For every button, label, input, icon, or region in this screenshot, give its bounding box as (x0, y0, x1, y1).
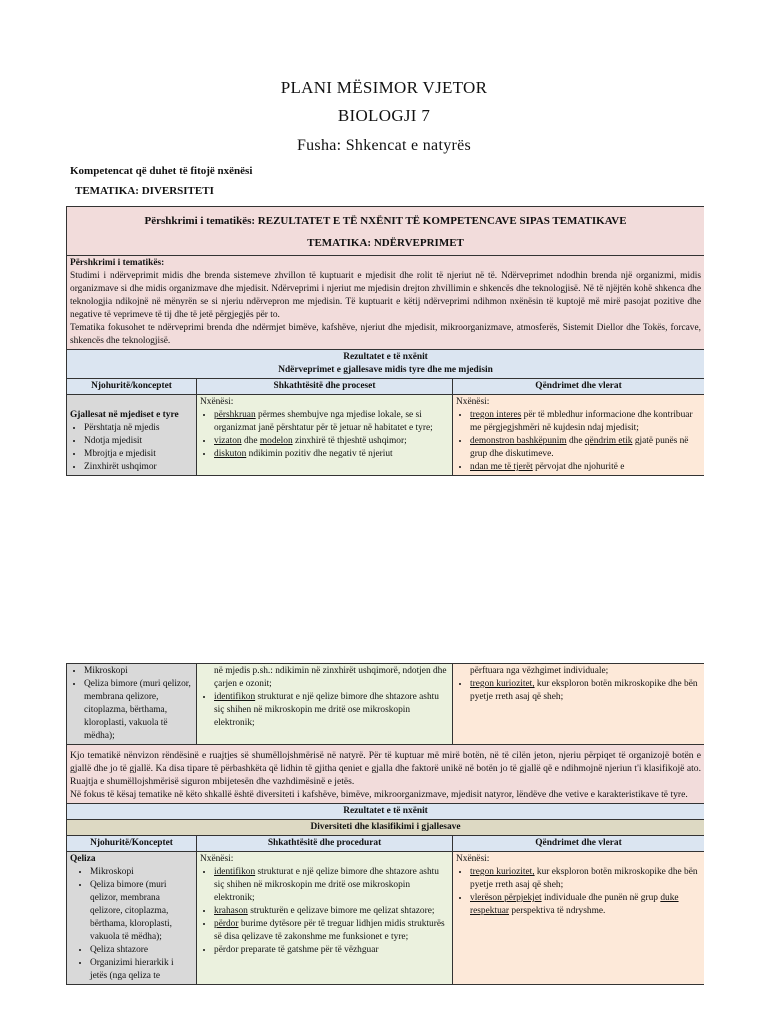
document-title: PLANI MËSIMOR VJETOR (280, 78, 488, 97)
list-item: • vizaton dhe modelon zinxhirë të thjeshtë ushqimor; (214, 435, 449, 448)
continued-text: në mjedis p.sh.: ndikimin në zinxhirët ushqimorë, ndotjen dhe çarjen e ozonit; (214, 666, 447, 689)
list-item: • Mbrojtja e mjedisit (84, 448, 193, 461)
list-item: • vlerëson përpjekjet individuale dhe punën në grup duke respektuar perspektiva të ndryshme. (470, 892, 701, 918)
attitudes-cell (453, 395, 705, 476)
table-header-line2: TEMATIKA: NDËRVEPRIMET (307, 237, 464, 249)
list-item: • Përshtatja në mjedis (84, 422, 193, 435)
list-item: • përdor preparate të gatshme për të vëzhguar (214, 944, 449, 957)
student-label: Nxënësi: (456, 854, 490, 864)
student-label: Nxënësi: (200, 397, 234, 407)
table-header-line1: Përshkrimi i tematikës: REZULTATET E TË NXËNIT TË KOMPETENCAVE SIPAS TEMATIKAVE (144, 215, 627, 227)
list-item: • tregon kuriozitet, kur eksploron botën mikroskopike dhe bën pyetje rreth asaj që sheh; (470, 866, 701, 892)
description-paragraph-1: Studimi i ndërveprimit midis dhe brenda sistemeve zhvillon të kuptuarit e mjedisit dhe rolit të njeriut në të. Ndërveprimet ndodhin brenda një organizmi, midis organizmave si dhe midis organizmave dhe mjedisit. Ndërveprimi i njeriut me mjedisin drejton zhvillimin e shkencës dhe teknologjisë. Në të njëjtën kohë shkenca dhe teknologjia ndikojnë në mënyrën se si njeriu ndërvepron me mjedisin. Të kuptuarit e këtij ndërveprimi ndihmon nxënësin të kuptojë më mirë pasojat pozitive dhe negative të veprimeve të tij dhe të jetë përgjegjës për to. (70, 271, 702, 320)
field-heading: Fusha: Shkencat e natyrës (296, 137, 472, 154)
description-paragraph-2: Tematika fokusohet te ndërveprimi brenda dhe ndërmjet bimëve, kafshëve, njeriut dhe mjedisit, mikroorganizmave, atmosferës, Sistemit Diellor dhe Tokës, forcave, shkencës dhe teknologjisë. (70, 323, 702, 346)
theme-table-diversity (66, 663, 704, 1024)
knowledge-cell-continued (67, 664, 197, 745)
col-header-skills: Shkathtësitë dhe proceset (197, 379, 453, 395)
list-item: • Mikroskopi (90, 866, 193, 879)
continued-text: përftuara nga vëzhgimet individuale; (470, 666, 609, 676)
list-item: • tregon interes për të mbledhur informacione dhe kontribuar me përgjegjshmëri në kujdesin ndaj mjedisit; (470, 409, 701, 435)
knowledge-cell (67, 852, 197, 985)
attitudes-cell (453, 852, 705, 985)
list-item: • Ndotja mjedisit (84, 435, 193, 448)
col-header-skills: Shkathtësitë dhe procedurat (197, 836, 453, 852)
description-paragraph-2: Në fokus të kësaj tematike në këto shkallë është diversiteti i kafshëve, bimëve, mikroorganizmave, mjedisit natyror, lëndëve dhe vetive e karakteristikave të tyre. (70, 789, 688, 800)
list-item: • Qeliza shtazore (90, 944, 193, 957)
list-item: • Organizimi hierarkik i jetës (nga qeliza te (90, 957, 193, 983)
list-item: • Qeliza bimore (muri qelizor, membrana qelizore, citoplazma, bërthama, kloroplasti, vakuola të mëdha); (84, 678, 193, 743)
theme-label: TEMATIKA: DIVERSITETI (75, 185, 214, 197)
theme-description (67, 256, 705, 350)
col-header-knowledge: Njohuritë/Konceptet (67, 836, 197, 852)
col-header-attitudes: Qëndrimet dhe vlerat (453, 836, 705, 852)
list-item: • krahason strukturën e qelizave bimore me qelizat shtazore; (214, 905, 449, 918)
list-item: • demonstron bashkëpunim dhe qëndrim etik gjatë punës në grup dhe diskutimeve. (470, 435, 701, 461)
col-header-knowledge: Njohuritë/konceptet (67, 379, 197, 395)
list-item: • identifikon strukturat e një qelize bimore dhe shtazore ashtu siç shihen në mikroskopin me dritë ose mikroskopin elektronik; (214, 691, 449, 730)
knowledge-cell (67, 395, 197, 476)
knowledge-heading: Gjallesat në mjediset e tyre (70, 410, 179, 420)
theme-table-interactions (66, 206, 704, 519)
list-item: • diskuton ndikimin pozitiv dhe negativ të njeriut (214, 448, 449, 461)
col-header-attitudes: Qëndrimet dhe vlerat (453, 379, 705, 395)
results-subtitle: Ndërveprimet e gjallesave midis tyre dhe me mjedisin (278, 365, 493, 375)
list-item: • Zinxhirët ushqimor (84, 461, 193, 474)
results-subtitle: Diversiteti dhe klasifikimi i gjallesave (67, 820, 705, 836)
diversity-description (67, 745, 705, 804)
list-item: • Qeliza bimore (muri qelizor, membrana qelizore, citoplazma, bërthama, kloroplasti, vakuola të mëdha); (90, 879, 193, 944)
list-item: • Mikroskopi (84, 665, 193, 678)
student-label: Nxënësi: (200, 854, 234, 864)
list-item: • identifikon strukturat e një qelize bimore dhe shtazore ashtu siç shihen në mikroskopin me dritë ose mikroskopin elektronik; (214, 866, 449, 905)
description-label: Përshkrimi i tematikës: (70, 258, 165, 268)
list-item: • përshkruan përmes shembujve nga mjedise lokale, se si organizmat janë përshtatur për të jetuar në habitatet e tyre; (214, 409, 449, 435)
skills-cell-continued (197, 664, 453, 745)
knowledge-heading: Qeliza (70, 854, 96, 864)
list-item: • ndan me të tjerët përvojat dhe njohuritë e (470, 461, 701, 474)
skills-cell (197, 395, 453, 476)
list-item: • tregon kuriozitet, kur eksploron botën mikroskopike dhe bën pyetje rreth asaj që sheh; (470, 678, 701, 704)
results-title: Rezultatet e të nxënit (343, 352, 428, 362)
document-subtitle: BIOLOGJI 7 (337, 106, 431, 125)
competences-label: Kompetencat që duhet të fitojë nxënësi (70, 165, 253, 177)
skills-cell (197, 852, 453, 985)
results-title: Rezultatet e të nxënit (67, 804, 705, 820)
description-paragraph-1: Kjo tematikë nënvizon rëndësinë e ruajtjes së shumëllojshmërisë në natyrë. Për të kuptuar më mirë botën, në të cilën jeton, njeriu përpiqet të organizojë botën e gjallë dhe jo të gjallë. Ka disa tipare të përbashkëta që lidhin të gjitha qeniet e gjalla dhe faktorë unikë në botën jo të gjallë që e ndihmojnë njeriun t'i klasifikojë ato. Ruajtja e shumëllojshmërisë siguron mbijetesën dhe vazhdimësinë e jetës. (70, 750, 701, 787)
attitudes-cell-continued (453, 664, 705, 745)
list-item: • përdor burime dytësore për të treguar lidhjen midis strukturës së disa qelizave të zakonshme me funksionet e tyre; (214, 918, 449, 944)
student-label: Nxënësi: (456, 397, 490, 407)
